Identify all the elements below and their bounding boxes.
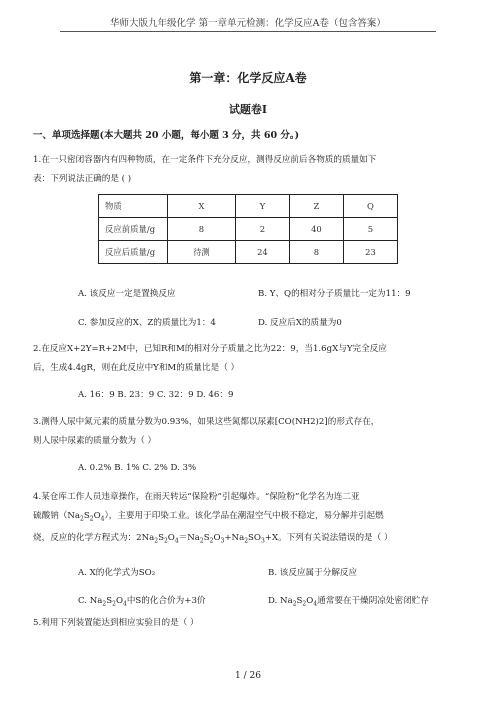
question-5: 5.利用下列装置能达到相应实验目的是（ ） [33, 618, 199, 628]
table-cell: 反应后质量/g [99, 241, 168, 264]
question-2 [33, 340, 468, 378]
q3-options: A. 0.2% B. 1% C. 2% D. 3% [78, 463, 197, 473]
q1-option-d: D. 反应后X的质量为0 [258, 318, 342, 328]
table-header-cell: Z [289, 195, 343, 218]
question-4-line-2: 硫酸钠$(Na_2S_2O_4)$，主要用于印染工业。该化学品在潮湿空气中极不稳定，易分解并引起燃 [33, 511, 384, 523]
document-title: 第一章：化学反应A卷 [189, 71, 307, 85]
q4-option-a: A. X的化学式为SO₂ [78, 568, 156, 578]
page-number: 1 / 26 [235, 671, 261, 681]
table-header-row [99, 195, 398, 218]
table-cell: 反应前质量/g [99, 218, 168, 241]
q1-option-b: B. Y、Q的相对分子质量比一定为11：9 [258, 289, 411, 299]
question-3-line-1: 3.测得人尿中氮元素的质量分数为0.93%，如果这些氮都以尿素[CO(NH2)2]的形式存在， [33, 417, 380, 427]
question-4-line-1: 4.某仓库工作人员违章操作，在雨天转运“保险粉”引起爆炸。“保险粉”化学名为连二亚 [33, 492, 360, 502]
q4-option-d: D. $Na_2S_2O_4$通常要在干燥阴凉处密闭贮存 [268, 596, 429, 608]
document-subtitle: 试题卷Ⅰ [228, 103, 268, 116]
question-1-line-1: 1.在一只密闭容器内有四种物质，在一定条件下充分反应，测得反应前后各物质的质量如下 [33, 155, 377, 165]
mass-table [98, 194, 398, 264]
table-cell: 40 [289, 218, 343, 241]
q2-options: A. 16：9 B. 23：9 C. 32：9 D. 46：9 [78, 390, 234, 400]
header-divider [60, 31, 436, 32]
table-header-cell: 物质 [99, 195, 168, 218]
question-4 [33, 488, 468, 550]
table-cell: 23 [343, 241, 397, 264]
table-header-cell: Q [343, 195, 397, 218]
table-cell: 5 [343, 218, 397, 241]
table-cell: 8 [168, 218, 236, 241]
question-2-line-1: 2.在反应X+2Y=R+2M中，已知R和M的相对分子质量之比为22：9，当1.6gX与Y完全反应 [33, 344, 387, 354]
question-1-line-2: 表：下列说法正确的是 ( ) [33, 174, 132, 184]
table-cell: 8 [289, 241, 343, 264]
q1-option-c: C. 参加反应的X、Z的质量比为1：4 [78, 318, 216, 328]
table-cell: 待测 [168, 241, 236, 264]
table-header-cell: Y [235, 195, 289, 218]
q4-option-c: C. $Na_2S_2O_4$中S的化合价为+3价 [78, 596, 206, 608]
question-2-line-2: 后，生成4.4gR，则在此反应中Y和M的质量比是（ ） [33, 363, 240, 373]
question-3 [33, 413, 468, 451]
page-header: 华师大版九年级化学 第一章单元检测：化学反应A卷（包含答案） [110, 18, 386, 29]
section-heading: 一、单项选择题(本大题共 20 小题，每小题 3 分，共 60 分。) [33, 130, 300, 141]
table-header-cell: X [168, 195, 236, 218]
question-3-line-2: 则人尿中尿素的质量分数为（ ） [33, 436, 157, 446]
table-row [99, 241, 398, 264]
question-1 [33, 151, 468, 189]
table-row [99, 218, 398, 241]
q4-option-b: B. 该反应属于分解反应 [268, 568, 358, 578]
q1-option-a: A. 该反应一定是置换反应 [78, 289, 176, 299]
question-4-line-3: 烧，反应的化学方程式为：$2Na_2S_2O_4=Na_2S_2O_3+Na_2SO_3+X$。下列有关说法错误的是（ ） [33, 532, 393, 545]
table-cell: 2 [235, 218, 289, 241]
table-cell: 24 [235, 241, 289, 264]
